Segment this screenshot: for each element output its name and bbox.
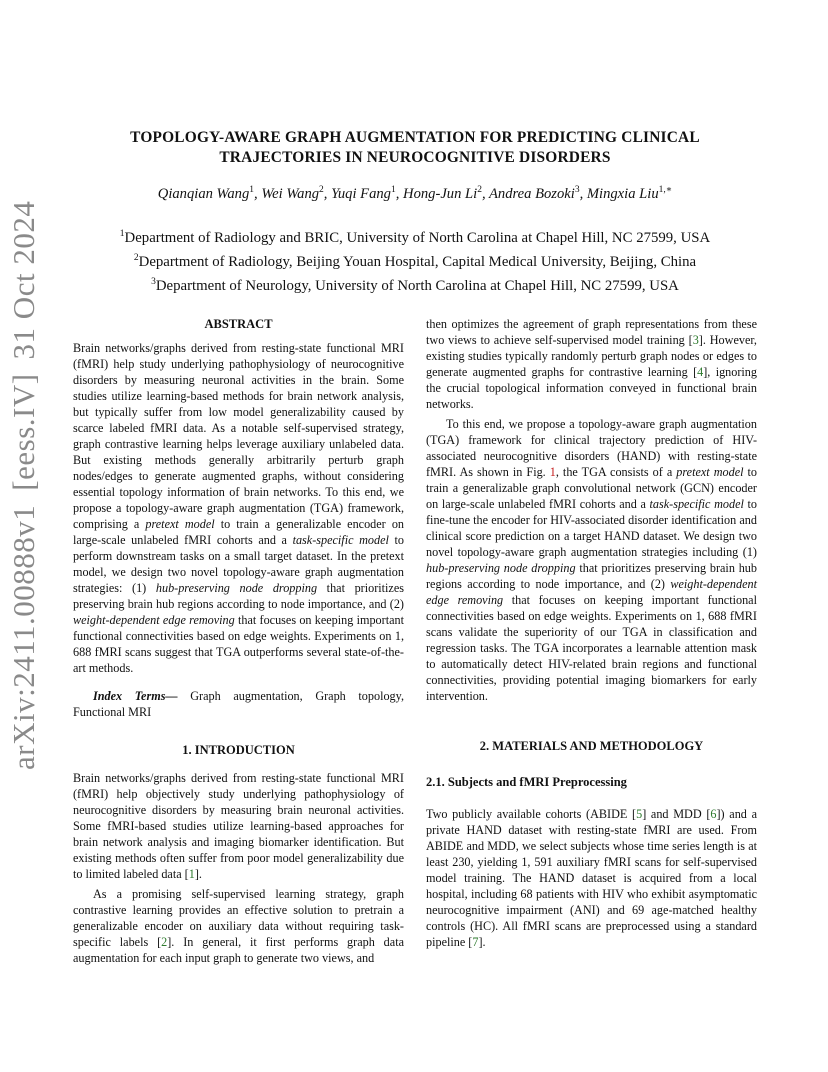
paper-title: [100, 128, 730, 168]
citation-link[interactable]: 6: [710, 807, 717, 821]
intro-paragraph-2: As a promising self-supervised learning strategy, graph contrastive learning provides an effective solution to pretrain a generalizable encoder on auxiliary data without requiring task-specific labels [2]. In general, it first performs graph data augmentation for each input graph to generate two views, and: [73, 887, 404, 965]
author: Qianqian Wang$^1$,: [157, 185, 262, 202]
citation-link[interactable]: 7: [472, 935, 479, 949]
author: Andrea Bozoki$^3$,: [489, 185, 587, 202]
subjects-paragraph: Two publicly available cohorts (ABIDE [5] and MDD [6]) and a private HAND dataset with resting-state fMRI are used. From ABIDE and MDD, we select subjects whose time series length is at least 230, yielding 1, 591 auxiliary fMRI scans for self-supervised model training. The HAND dataset is acquired from a local hospital, including 68 patients with HIV who exhibit asymptomatic neurocognitive impairment (ANI) and 69 age-matched healthy controls (HC). All fMRI scans are preprocessed using a standard pipeline [7].: [426, 807, 757, 949]
left-column: [73, 316, 404, 966]
author: Yuqi Fang$^1$,: [331, 185, 404, 202]
arxiv-category: [eess.IV]: [6, 373, 41, 491]
right-column: [426, 316, 757, 950]
subsection-2-1-heading: 2.1. Subjects and fMRI Preprocessing: [426, 775, 627, 789]
author: Hong-Jun Li$^2$,: [403, 185, 490, 202]
citation-link[interactable]: 3: [692, 333, 699, 347]
arxiv-date: 31 Oct 2024: [6, 200, 41, 360]
affiliation: $^2$Department of Radiology, Beijing Youan Hospital, Capital Medical University, Beijing, China: [133, 252, 697, 270]
figure-ref-link[interactable]: 1: [549, 465, 556, 479]
title-line-1: TOPOLOGY-AWARE GRAPH AUGMENTATION FOR PREDICTING CLINICAL: [130, 129, 700, 146]
section-2-heading: 2. MATERIALS AND METHODOLOGY: [479, 739, 704, 753]
title-line-2: TRAJECTORIES IN NEUROCOGNITIVE DISORDERS: [219, 149, 611, 166]
abstract-heading: ABSTRACT: [204, 317, 273, 331]
abstract-text: Brain networks/graphs derived from resting-state functional MRI (fMRI) help study underlying pathophysiology of neurocognitive disorders by measuring neuronal activities in the brain. Some studies utilize learning-based methods for brain network analysis, but typically suffer from low model generalizability caused by scarce labeled fMRI data. As a notable self-supervised strategy, graph contrastive learning helps leverage auxiliary unlabeled data. But existing methods generally arbitrarily perturb graph nodes/edges to generate augmented graphs, without considering essential topology information of brain networks. To this end, we propose a topology-aware graph augmentation (TGA) framework, comprising a pretext model to train a generalizable encoder on large-scale unlabeled fMRI cohorts and a task-specific model to perform downstream tasks on a small target dataset. In the pretext model, we design two novel topology-aware graph augmentation strategies: (1) hub-preserving node dropping that prioritizes preserving brain hub regions according to node importance, and (2) weight-dependent edge removing that focuses on keeping important functional connectivities based on edge weights. Experiments on 1, 688 fMRI scans suggest that TGA outperforms several state-of-the-art methods.: [73, 341, 405, 675]
affiliations: [60, 224, 770, 296]
intro-heading: 1. INTRODUCTION: [182, 743, 295, 757]
intro-paragraph-1: Brain networks/graphs derived from resting-state functional MRI (fMRI) help objectively study underlying pathophysiology of neurocognitive disorders by measuring brain neuronal activities. Some fMRI-based studies utilize learning-based approaches for brain network analysis and imaging biomarker identification. But existing methods often suffer from poor model generalizability due to limited labeled data [1].: [73, 771, 404, 881]
affiliation: $^3$Department of Neurology, University of North Carolina at Chapel Hill, NC 27599, USA: [151, 276, 679, 294]
intro-paragraph-3: then optimizes the agreement of graph representations from these two views to achieve self-supervised model training [3]. However, existing studies typically randomly perturb graph nodes or edges to generate augmented graphs for contrastive learning [4], ignoring the crucial topological information conveyed in functional brain networks.: [426, 317, 757, 411]
citation-link[interactable]: 5: [636, 807, 643, 821]
index-terms: Index Terms— Graph augmentation, Graph topology, Functional MRI: [73, 689, 404, 719]
arxiv-id: arXiv:2411.00888v1: [6, 504, 41, 770]
intro-paragraph-4: To this end, we propose a topology-aware graph augmentation (TGA) framework for clinical trajectory prediction of HIV-associated neurocognitive disorders (HAND) with resting-state fMRI. As shown in Fig. 1, the TGA consists of a pretext model to train a generalizable graph convolutional network (GCN) encoder on large-scale unlabeled fMRI cohorts and a task-specific model to fine-tune the encoder for HIV-associated disorder identification and clinical score prediction on a target HAND dataset. We design two novel topology-aware graph augmentation strategies including (1) hub-preserving node dropping that prioritizes preserving brain hub regions according to node importance, and (2) weight-dependent edge removing that focuses on keeping important functional connectivities based on edge weights. Experiments on 1, 688 fMRI scans validate the superiority of our TGA in classification and regression tasks. The TGA incorporates a learnable attention mask to automatically detect HIV-related brain regions and functional connectivities, providing potential imaging biomarkers for early intervention.: [426, 417, 758, 703]
author-list: [60, 184, 770, 203]
citation-link[interactable]: 1: [188, 867, 195, 881]
citation-link[interactable]: 2: [161, 935, 168, 949]
author: Mingxia Liu$^{1,∗}$: [586, 185, 673, 202]
citation-link[interactable]: 4: [697, 365, 704, 379]
author: Wei Wang$^2$,: [261, 185, 332, 202]
affiliation: $^1$Department of Radiology and BRIC, University of North Carolina at Chapel Hill, NC 27599, USA: [119, 229, 711, 246]
arxiv-stamp: [6, 200, 66, 770]
